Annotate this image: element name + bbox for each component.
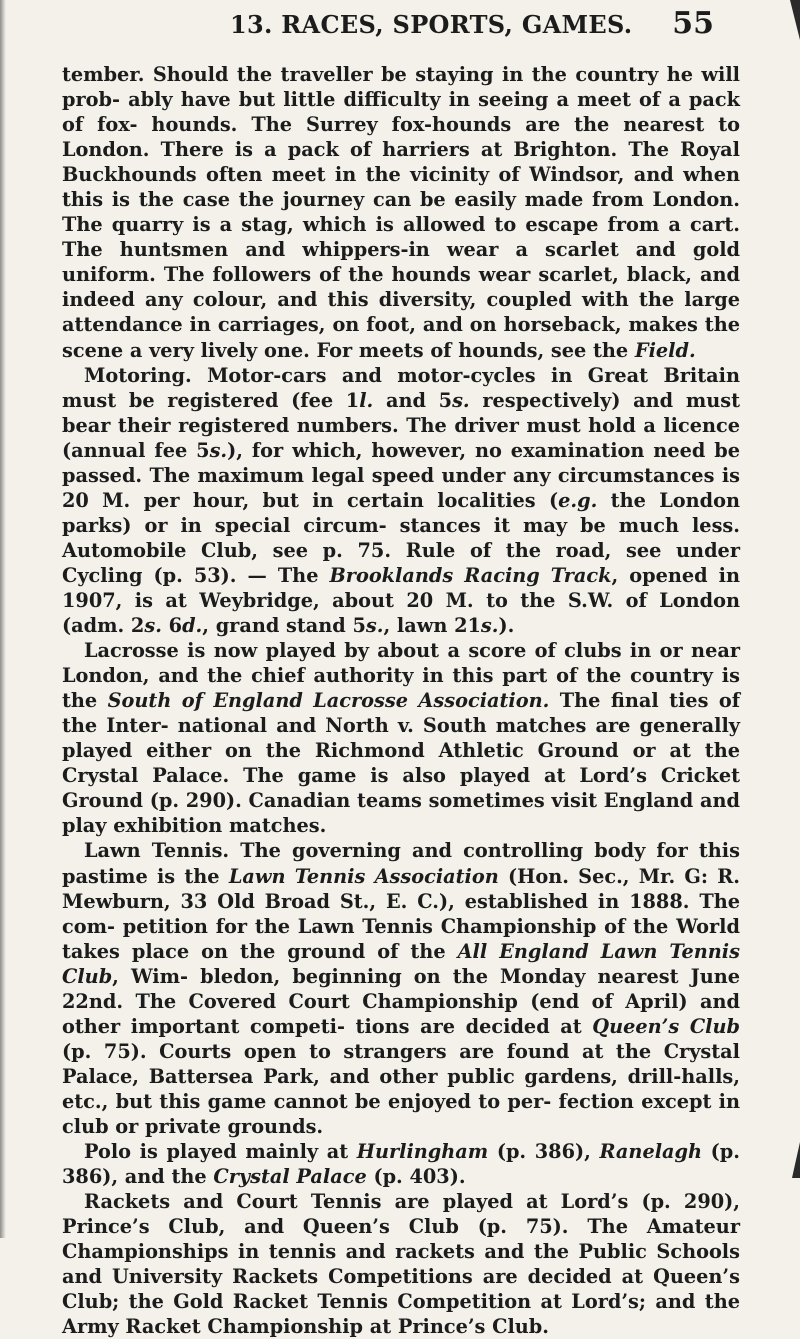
text-run: Court Tennis — [236, 1190, 382, 1214]
page-header — [0, 6, 800, 46]
running-head: 13. RACES, SPORTS, GAMES. — [230, 10, 633, 39]
text-run: 6 — [161, 614, 183, 638]
text-run: the London parks) or in special circum- stances it may be much less. Automobile Club, see p. 75. Rule of the road, see under Cycling (p. 53). — The — [62, 488, 740, 587]
text-run: ), for which, however, no examination need be passed. The maximum legal speed under any circumstances is 20 M. per hour, but in certain localities ( — [62, 438, 741, 512]
page-corner-mark-bottom — [792, 1142, 800, 1178]
text-run: The governing and controlling body for this pastime is the — [62, 839, 740, 888]
italic-text: s. — [452, 388, 470, 412]
entry-heading: Rackets — [84, 1190, 171, 1214]
text-run: tember. Should the traveller be staying in the country he will prob- ably have but little difficulty in seeing a meet of a pack of fox- hounds. The Surrey fox-hounds are the nearest to London. There is a pack of harriers at Brighton. The Royal Buckhounds often meet in the vicinity of Windsor, and when this is the case the journey can be easily made from London. The quarry is a stag, which is allowed to escape from a cart. The huntsmen and whippers-in wear a scarlet and gold uniform. The followers of the hounds wear scarlet, black, and indeed any colour, and this diversity, coupled with the large attendance in carriages, on foot, and on horseback, makes the scene a very lively one. For meets of hounds, see the — [62, 63, 740, 362]
italic-text: Field. — [634, 338, 696, 362]
italic-text: s. — [209, 438, 228, 462]
italic-text: s. — [144, 614, 162, 638]
text-run: , Wim- bledon, beginning on the Monday nearest June 22nd. The Covered Court Championship (end of April) and other important competi- tions are decided at — [62, 964, 740, 1038]
italic-text: Ranelagh — [599, 1140, 703, 1164]
text-run: , opened in 1907, is at Weybridge, about 20 M. to the S.W. of London (adm. 2 — [62, 563, 740, 638]
text-run: (p. 386), — [488, 1140, 600, 1164]
paragraph — [62, 838, 740, 1139]
text-run: is now played by about a score of clubs in or near London, and the chief authority in this part of the country is the — [62, 639, 740, 713]
italic-text: s. — [365, 614, 384, 638]
text-run: (p. 75). Courts open to strangers are found at the Crystal Palace, Battersea Park, and other public gardens, drill-halls, etc., but this game cannot be enjoyed to per- fection except in club or private grounds. — [62, 1039, 740, 1138]
text-run: Motor-cars and motor-cycles in Great Britain must be registered (fee 1 — [62, 363, 740, 412]
text-run: , grand stand 5 — [202, 614, 366, 638]
italic-text: Hurlingham — [356, 1140, 489, 1164]
text-run: (Hon. Sec., Mr. G: R. Mewburn, 33 Old Broad St., E. C.), established in 1888. The com- petition for the Lawn Tennis Championship of the World takes place on the ground of the — [62, 864, 740, 963]
entry-heading: Motoring. — [84, 363, 192, 387]
italic-text: e.g. — [558, 488, 598, 512]
paragraph — [62, 1189, 740, 1339]
text-run: respectively) and must bear their registered numbers. The driver must hold a licence (annual fee 5 — [62, 388, 740, 462]
text-run: and 5 — [373, 388, 453, 412]
paragraph — [62, 363, 740, 639]
text-run: The final ties of the Inter- national and North v. South matches are generally played either on the Richmond Athletic Ground or at the Crystal Palace. The game is also played at Lord’s Cricket Ground (p. 290). Canadian teams sometimes visit England and play exhibition matches. — [62, 689, 740, 838]
text-run: , lawn 21 — [383, 614, 481, 638]
text-run: (p. 403). — [366, 1165, 466, 1189]
page-number: 55 — [672, 6, 714, 41]
text-run: (p. 386), and the — [62, 1140, 740, 1189]
text-run: ). — [498, 614, 515, 638]
italic-text: Lawn Tennis Association — [228, 864, 499, 888]
italic-text: Queen’s Club — [592, 1014, 740, 1038]
italic-text: l. — [359, 388, 374, 412]
italic-text: Crystal Palace — [213, 1165, 367, 1189]
entry-heading: Lacrosse — [84, 639, 179, 663]
text-run: and — [170, 1190, 237, 1214]
entry-heading: Polo — [84, 1140, 132, 1164]
italic-text: Brooklands Racing Track — [329, 563, 612, 587]
body-text — [62, 62, 740, 1339]
italic-text: d. — [182, 614, 203, 638]
entry-heading: Lawn Tennis. — [84, 839, 230, 863]
paragraph — [62, 62, 740, 363]
italic-text: All England Lawn Tennis Club — [62, 939, 740, 988]
text-run: are played at Lord’s (p. 290), Prince’s Club, and Queen’s Club (p. 75). The Amateur Championships in tennis and rackets and the Public Schools and University Rackets Competitions are decided at Queen’s Club; the Gold Racket Tennis Competition at Lord’s; and the Army Racket Championship at Prince’s Club. — [62, 1190, 741, 1339]
paragraph — [62, 1139, 740, 1189]
italic-text: South of England Lacrosse Association. — [107, 689, 550, 713]
paragraph — [62, 638, 740, 838]
text-run: is played mainly at — [131, 1140, 357, 1164]
italic-text: s. — [480, 614, 499, 638]
page-binding-shadow — [0, 0, 6, 1238]
